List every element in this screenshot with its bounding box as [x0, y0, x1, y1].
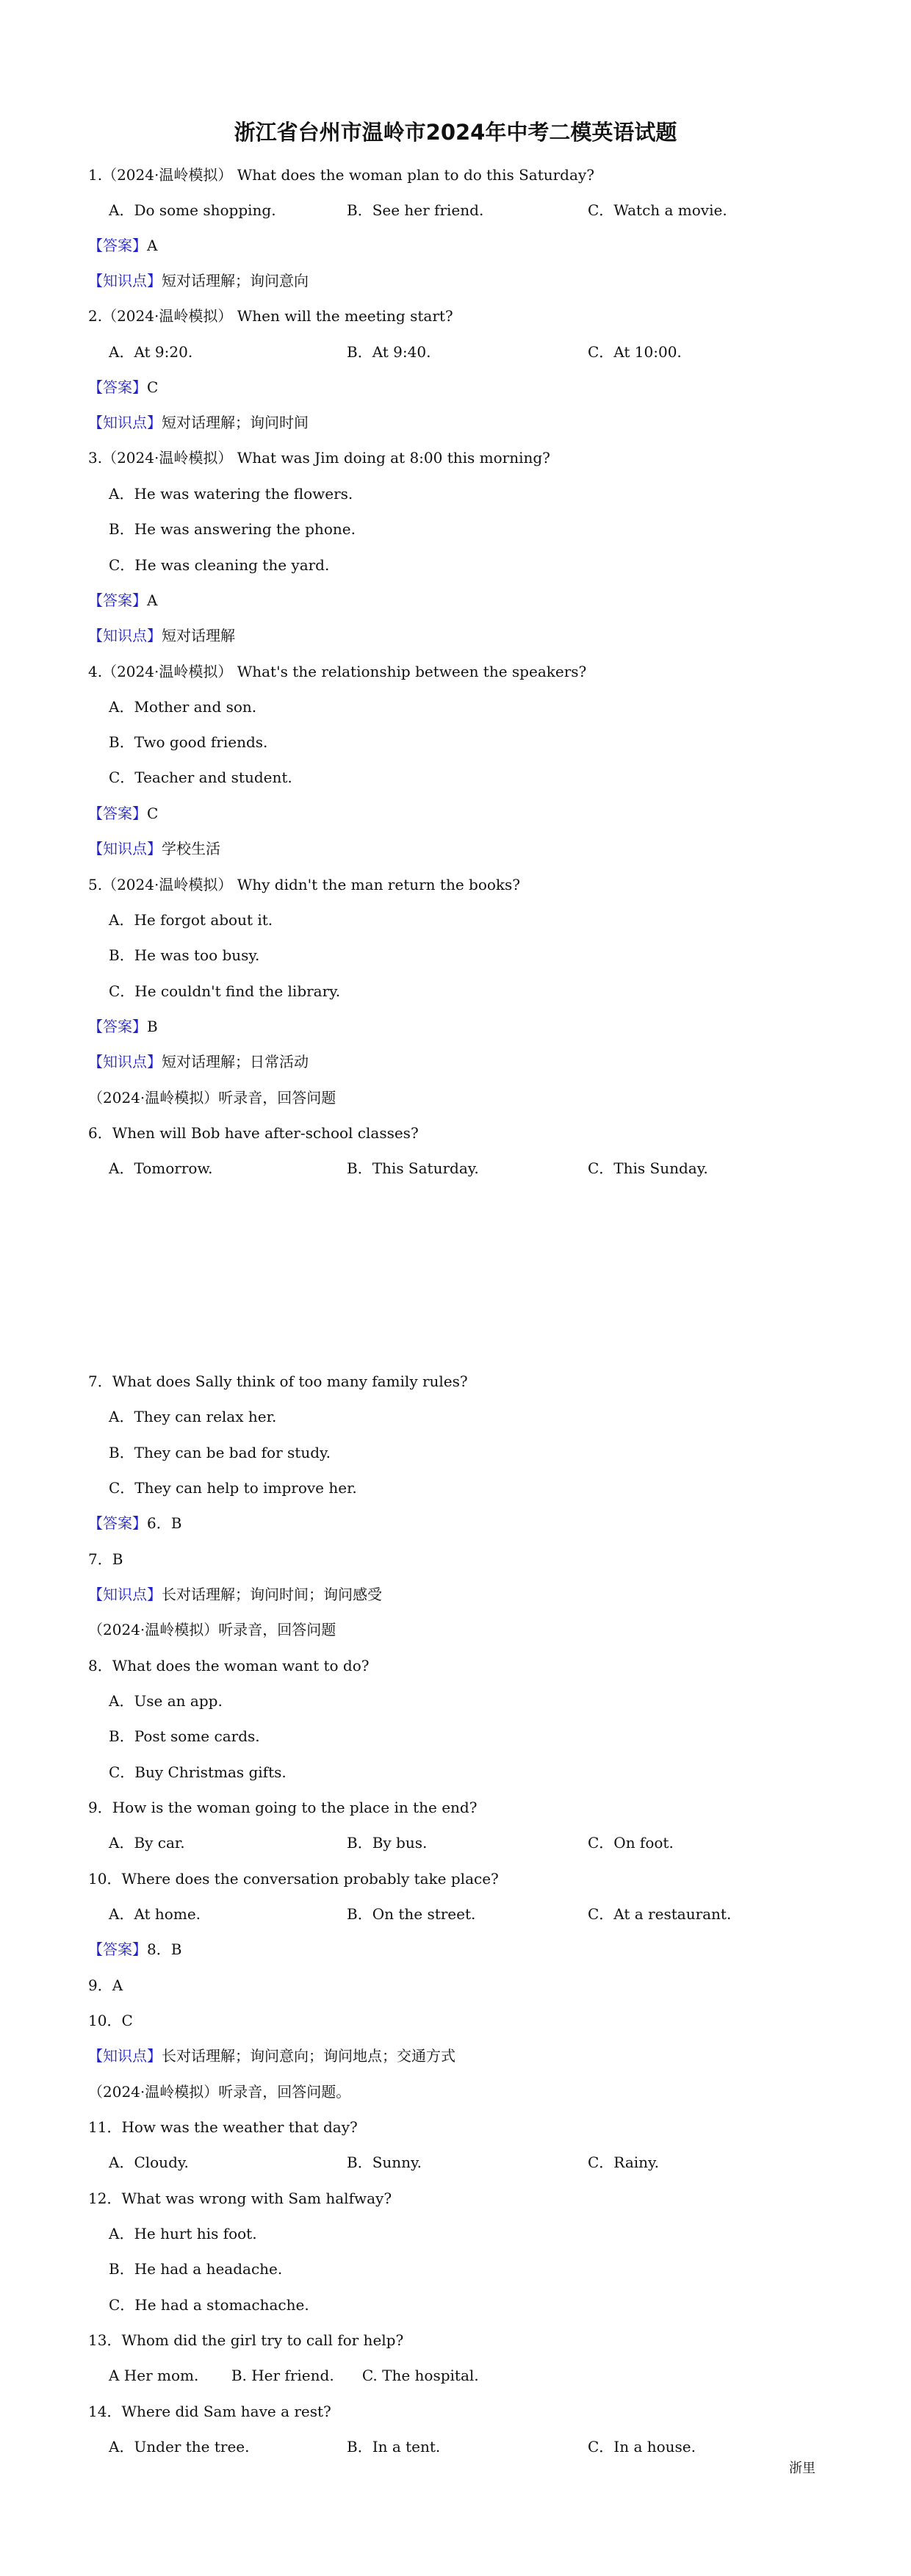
q1-answer [88, 235, 157, 256]
q12-option-a: A．He hurt his foot. [109, 2225, 257, 2242]
knowledge-tag: 【知识点】 [88, 272, 162, 289]
q8-option-b: B．Post some cards. [109, 1727, 260, 1745]
q7-option-b: B．They can be bad for study. [109, 1444, 331, 1461]
q4-answer [88, 803, 158, 824]
q8-10-knowledge [88, 2046, 455, 2066]
section-heading-3: （2024·温岭模拟）听录音，回答问题。 [88, 2083, 351, 2101]
q14-option-c: C．In a house. [588, 2438, 696, 2456]
answer-value: 8．B [147, 1940, 182, 1958]
answer-tag: 【答案】 [88, 1514, 147, 1532]
q8-option-c: C．Buy Christmas gifts. [109, 1763, 287, 1781]
q6-option-c: C．This Sunday. [588, 1159, 708, 1177]
question-14: 14．Where did Sam have a rest? [88, 2403, 331, 2420]
knowledge-value: 短对话理解；询问意向 [162, 272, 309, 289]
knowledge-value: 长对话理解；询问时间；询问感受 [162, 1586, 382, 1603]
q2-option-a: A．At 9:20. [109, 343, 193, 361]
question-8: 8．What does the woman want to do? [88, 1657, 370, 1674]
q10-option-b: B．On the street. [347, 1905, 476, 1923]
knowledge-value: 学校生活 [162, 840, 220, 857]
answer-line: 7．B [88, 1550, 123, 1568]
q2-answer [88, 377, 158, 397]
knowledge-tag: 【知识点】 [88, 1053, 162, 1071]
q6-option-a: A．Tomorrow. [109, 1159, 213, 1177]
q4-option-c: C．Teacher and student. [109, 769, 292, 786]
answer-tag: 【答案】 [88, 591, 147, 609]
q3-answer [88, 590, 157, 611]
q5-option-a: A．He forgot about it. [109, 911, 273, 929]
q11-option-a: A．Cloudy. [109, 2154, 189, 2171]
q3-option-c: C．He was cleaning the yard. [109, 556, 330, 574]
answer-tag: 【答案】 [88, 1940, 147, 1958]
q7-option-c: C．They can help to improve her. [109, 1479, 357, 1497]
knowledge-tag: 【知识点】 [88, 1586, 162, 1603]
question-7: 7．What does Sally think of too many family rules? [88, 1372, 468, 1390]
q1-option-b: B．See her friend. [347, 201, 484, 219]
q4-option-a: A．Mother and son. [109, 698, 257, 716]
q10-option-a: A．At home. [109, 1905, 201, 1923]
knowledge-tag: 【知识点】 [88, 2047, 162, 2065]
question-4: 4.（2024·温岭模拟） What's the relationship between the speakers? [88, 663, 587, 680]
section-heading-1: （2024·温岭模拟）听录音，回答问题 [88, 1089, 336, 1107]
q4-knowledge [88, 838, 220, 859]
q5-knowledge [88, 1051, 309, 1072]
q3-option-b: B．He was answering the phone. [109, 520, 356, 538]
q8-10-answer [88, 1939, 181, 1960]
question-3: 3.（2024·温岭模拟） What was Jim doing at 8:00 this morning? [88, 449, 550, 467]
q6-7-answer [88, 1513, 181, 1533]
page-footer-mark: 浙里 [789, 2461, 815, 2476]
question-12: 12．What was wrong with Sam halfway? [88, 2190, 392, 2207]
q12-option-c: C．He had a stomachache. [109, 2296, 309, 2314]
section-heading-2: （2024·温岭模拟）听录音，回答问题 [88, 1621, 336, 1638]
q5-answer [88, 1016, 158, 1037]
q1-option-c: C．Watch a movie. [588, 201, 727, 219]
q9-option-a: A．By car. [109, 1834, 185, 1852]
answer-value: A [147, 591, 158, 609]
knowledge-value: 短对话理解；询问时间 [162, 414, 309, 431]
knowledge-tag: 【知识点】 [88, 840, 162, 857]
question-6: 6．When will Bob have after-school classes? [88, 1124, 419, 1142]
q7-option-a: A．They can relax her. [109, 1408, 277, 1425]
question-10: 10．Where does the conversation probably take place? [88, 1870, 499, 1888]
answer-value: C [147, 805, 159, 822]
knowledge-tag: 【知识点】 [88, 414, 162, 431]
question-11: 11．How was the weather that day? [88, 2118, 358, 2136]
q11-option-c: C．Rainy. [588, 2154, 660, 2171]
q6-7-knowledge [88, 1584, 382, 1605]
q10-option-c: C．At a restaurant. [588, 1905, 732, 1923]
answer-value: A [147, 237, 158, 254]
question-1: 1.（2024·温岭模拟） What does the woman plan to do this Saturday? [88, 166, 594, 184]
answer-tag: 【答案】 [88, 1018, 147, 1035]
answer-tag: 【答案】 [88, 378, 147, 396]
q13-options: A Her mom. B. Her friend. C. The hospital. [109, 2367, 479, 2384]
knowledge-value: 长对话理解；询问意向；询问地点；交通方式 [162, 2047, 455, 2065]
knowledge-tag: 【知识点】 [88, 627, 162, 644]
q11-option-b: B．Sunny. [347, 2154, 422, 2171]
q3-option-a: A．He was watering the flowers. [109, 485, 353, 503]
q2-option-b: B．At 9:40. [347, 343, 431, 361]
q1-option-a: A．Do some shopping. [109, 201, 276, 219]
q9-option-c: C．On foot. [588, 1834, 674, 1852]
q14-option-a: A．Under the tree. [109, 2438, 250, 2456]
answer-line: 9．A [88, 1976, 123, 1994]
answer-tag: 【答案】 [88, 805, 147, 822]
answer-value: 6．B [147, 1514, 182, 1532]
q5-option-c: C．He couldn't find the library. [109, 982, 341, 1000]
q4-option-b: B．Two good friends. [109, 733, 268, 751]
question-5: 5.（2024·温岭模拟） Why didn't the man return the books? [88, 876, 521, 893]
question-2: 2.（2024·温岭模拟） When will the meeting start? [88, 307, 453, 325]
answer-value: B [147, 1018, 158, 1035]
q6-option-b: B．This Saturday. [347, 1159, 479, 1177]
answer-tag: 【答案】 [88, 237, 147, 254]
answer-value: C [147, 378, 159, 396]
q12-option-b: B．He had a headache. [109, 2260, 283, 2278]
question-9: 9．How is the woman going to the place in the end? [88, 1799, 478, 1816]
q14-option-b: B．In a tent. [347, 2438, 441, 2456]
answer-line: 10．C [88, 2012, 133, 2029]
knowledge-value: 短对话理解；日常活动 [162, 1053, 309, 1071]
q1-knowledge [88, 270, 309, 291]
question-13: 13．Whom did the girl try to call for help? [88, 2331, 404, 2349]
q2-option-c: C．At 10:00. [588, 343, 682, 361]
q2-knowledge [88, 412, 309, 433]
page-title: 浙江省台州市温岭市2024年中考二模英语试题 [234, 120, 677, 145]
q3-knowledge [88, 625, 235, 646]
q8-option-a: A．Use an app. [109, 1692, 223, 1710]
q5-option-b: B．He was too busy. [109, 946, 260, 964]
q9-option-b: B．By bus. [347, 1834, 428, 1852]
knowledge-value: 短对话理解 [162, 627, 235, 644]
